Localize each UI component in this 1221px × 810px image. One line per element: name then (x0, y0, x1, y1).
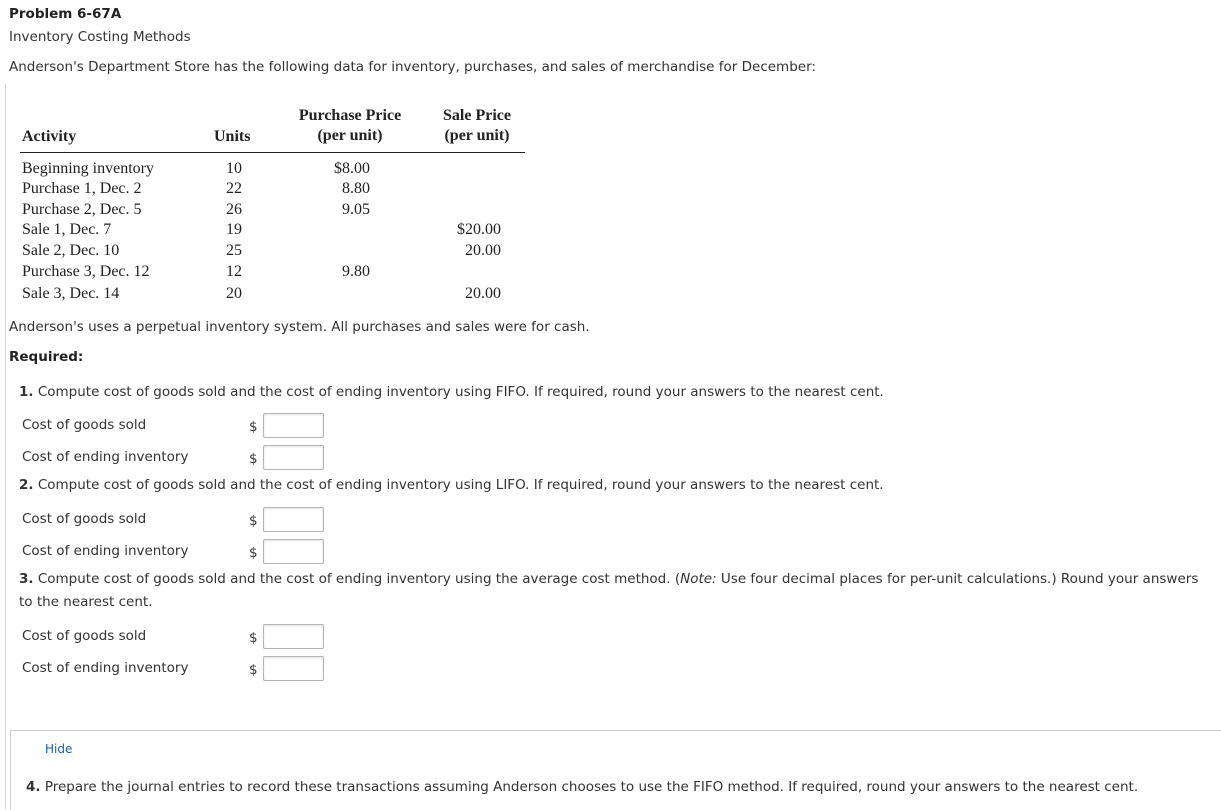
row-purchase-price: $8.00 (334, 160, 370, 177)
problem-subtitle: Inventory Costing Methods (9, 29, 191, 45)
question-number: 2. (19, 477, 34, 493)
row-purchase-price: 8.80 (342, 180, 370, 197)
currency-symbol: $ (249, 662, 258, 678)
row-activity: Purchase 3, Dec. 12 (22, 263, 150, 280)
row-activity: Sale 3, Dec. 14 (22, 285, 120, 302)
field-label: Cost of ending inventory (22, 543, 189, 559)
header-sale-price-line1: Sale Price (443, 107, 511, 124)
question-text: Compute cost of goods sold and the cost of ending inventory using the average cost method. ( (37, 571, 681, 587)
row-activity: Sale 2, Dec. 10 (22, 242, 120, 259)
question-number: 3. (19, 571, 34, 587)
header-purchase-price (290, 106, 410, 146)
field-label: Cost of goods sold (22, 628, 147, 644)
question-text: Compute cost of goods sold and the cost of ending inventory using LIFO. If required, round your answers to the nearest cent. (37, 477, 884, 493)
header-sale-price (432, 106, 522, 146)
currency-symbol: $ (249, 630, 258, 646)
row-units: 10 (226, 160, 242, 177)
currency-symbol: $ (249, 451, 258, 467)
header-sale-price-line2: (per unit) (444, 127, 510, 144)
question-note-label: Note: (680, 571, 717, 587)
row-activity: Beginning inventory (22, 160, 154, 177)
row-purchase-price: 9.05 (342, 201, 370, 218)
row-sale-price: $20.00 (457, 221, 501, 238)
header-purchase-price-line1: Purchase Price (298, 107, 402, 124)
field-label: Cost of goods sold (22, 511, 147, 527)
question-text-line2: to the nearest cent. (19, 594, 153, 610)
question-text: Compute cost of goods sold and the cost of ending inventory using FIFO. If required, round your answers to the nearest cent. (37, 384, 884, 400)
row-units: 25 (226, 242, 242, 259)
problem-intro: Anderson's Department Store has the following data for inventory, purchases, and sales of merchandise for December: (9, 59, 816, 75)
header-units: Units (214, 128, 251, 145)
question-1 (19, 381, 884, 404)
row-activity: Purchase 1, Dec. 2 (22, 180, 142, 197)
average-cogs-input[interactable] (263, 624, 324, 649)
question-text-cont: Use four decimal places for per-unit calculations.) Round your answers (716, 571, 1199, 587)
question-3 (19, 568, 1214, 614)
row-activity: Sale 1, Dec. 7 (22, 221, 112, 238)
lifo-cogs-input[interactable] (263, 507, 324, 532)
question-4 (26, 779, 1138, 795)
field-label: Cost of ending inventory (22, 660, 189, 676)
header-rule (20, 152, 525, 153)
question-2 (19, 474, 884, 497)
row-sale-price: 20.00 (465, 242, 501, 259)
question-number: 1. (19, 384, 34, 400)
field-label: Cost of goods sold (22, 417, 147, 433)
header-purchase-price-line2: (per unit) (317, 127, 383, 144)
row-sale-price: 20.00 (465, 285, 501, 302)
journal-entries-panel (10, 730, 1221, 810)
fifo-cogs-input[interactable] (263, 413, 324, 438)
row-units: 22 (226, 180, 242, 197)
average-ending-inventory-input[interactable] (263, 656, 324, 681)
required-heading: Required: (9, 349, 84, 365)
row-purchase-price: 9.80 (342, 263, 370, 280)
lifo-ending-inventory-input[interactable] (263, 539, 324, 564)
row-units: 19 (226, 221, 242, 238)
system-note: Anderson's uses a perpetual inventory system. All purchases and sales were for cash. (9, 319, 590, 335)
hide-link[interactable]: Hide (45, 742, 73, 756)
row-units: 26 (226, 201, 242, 218)
row-units: 12 (226, 263, 242, 280)
content-left-border (5, 84, 6, 809)
currency-symbol: $ (249, 545, 258, 561)
field-label: Cost of ending inventory (22, 449, 189, 465)
currency-symbol: $ (249, 419, 258, 435)
row-units: 20 (226, 285, 242, 302)
problem-title: Problem 6-67A (9, 6, 122, 22)
fifo-ending-inventory-input[interactable] (263, 445, 324, 470)
currency-symbol: $ (249, 513, 258, 529)
header-activity: Activity (22, 128, 77, 145)
question-text: Prepare the journal entries to record these transactions assuming Anderson chooses to use the FIFO method. If required, round your answers to the nearest cent. (44, 779, 1139, 795)
question-number: 4. (26, 779, 41, 795)
row-activity: Purchase 2, Dec. 5 (22, 201, 142, 218)
